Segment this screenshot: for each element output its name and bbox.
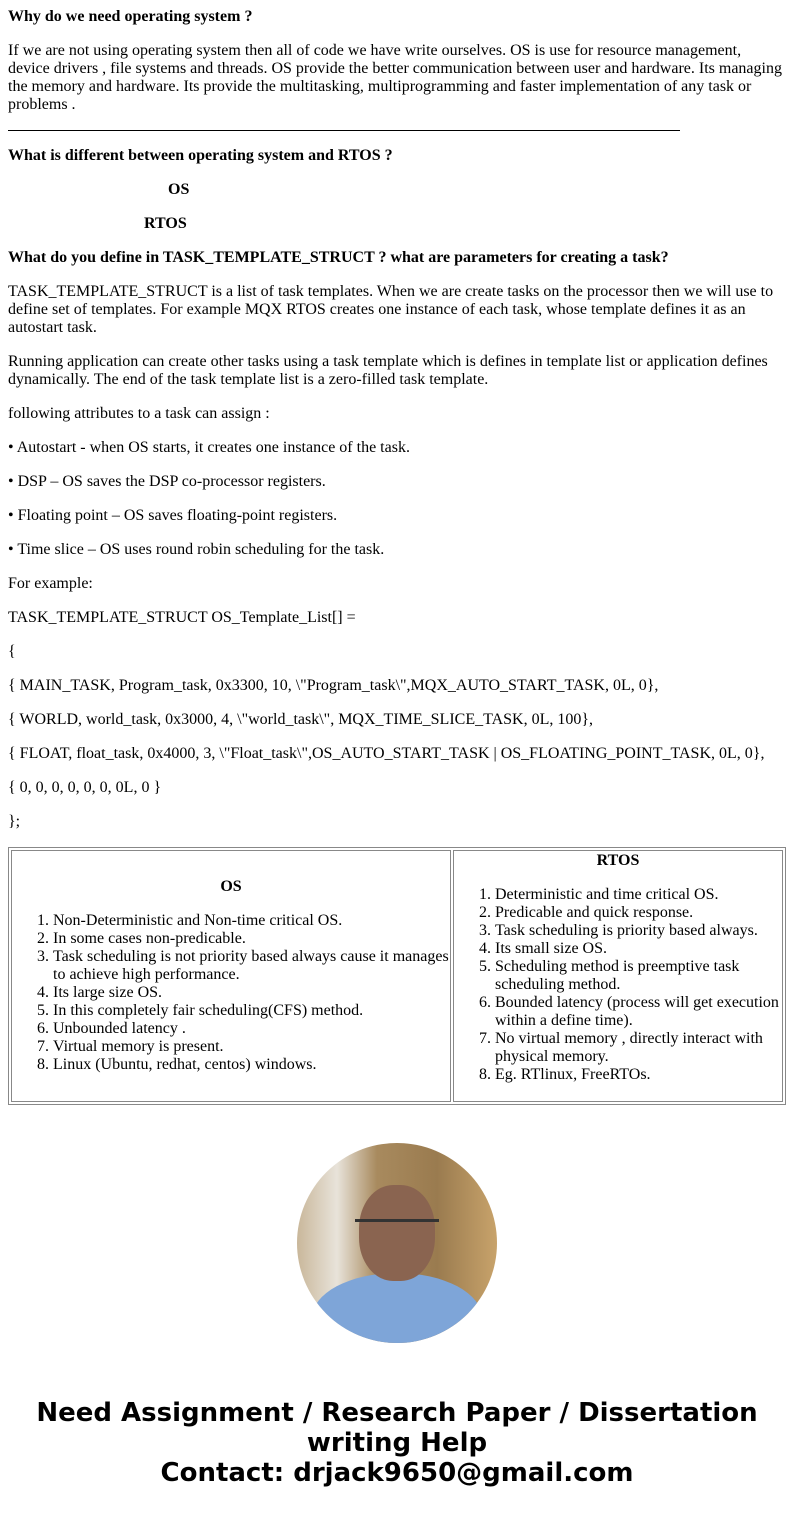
os-label: OS bbox=[168, 181, 190, 198]
code-line: { 0, 0, 0, 0, 0, 0, 0L, 0 } bbox=[8, 779, 162, 796]
code-line: { WORLD, world_task, 0x3000, 4, \"world_task\", MQX_TIME_SLICE_TASK, 0L, 100}, bbox=[8, 711, 594, 728]
q3-title: What do you define in TASK_TEMPLATE_STRUCT ? what are parameters for creating a task? bbox=[8, 249, 669, 266]
q2-title: What is different between operating system and RTOS ? bbox=[8, 147, 393, 164]
rtos-list-item: 3. Task scheduling is priority based always. bbox=[495, 922, 781, 940]
q1-title: Why do we need operating system ? bbox=[8, 8, 253, 25]
rtos-list-item: 6. Bounded latency (process will get execution within a define time). bbox=[495, 994, 781, 1030]
os-list-item: 7. Virtual memory is present. bbox=[53, 1038, 449, 1056]
q1-body: If we are not using operating system then all of code we have write ourselves. OS is use for resource management, device drivers , file systems and threads. OS provide the better communication between user and hardware. Its managing the memory and hardware. Its provide the multitasking, multiprogramming and faster implementation of any task or problems . bbox=[8, 42, 782, 113]
author-photo bbox=[297, 1143, 497, 1343]
code-line: TASK_TEMPLATE_STRUCT OS_Template_List[] = bbox=[8, 609, 356, 626]
code-line: { MAIN_TASK, Program_task, 0x3300, 10, \"Program_task\",MQX_AUTO_START_TASK, 0L, 0}, bbox=[8, 677, 659, 694]
rtos-list-item: 2. Predicable and quick response. bbox=[495, 904, 781, 922]
rtos-list-item: 7. No virtual memory , directly interact with physical memory. bbox=[495, 1030, 781, 1066]
os-list-item: 6. Unbounded latency . bbox=[53, 1020, 449, 1038]
os-list-item: 2. In some cases non-predicable. bbox=[53, 930, 449, 948]
bullet: • DSP – OS saves the DSP co-processor registers. bbox=[8, 473, 326, 490]
bullet: • Autostart - when OS starts, it creates one instance of the task. bbox=[8, 439, 410, 456]
rtos-list-item: 4. Its small size OS. bbox=[495, 940, 781, 958]
os-list bbox=[13, 912, 449, 1074]
bullet: • Time slice – OS uses round robin scheduling for the task. bbox=[8, 541, 385, 558]
os-list-item: 1. Non-Deterministic and Non-time critical OS. bbox=[53, 912, 449, 930]
q3-p2: Running application can create other tasks using a task template which is defines in template list or application defines dynamically. The end of the task template list is a zero-filled task template. bbox=[8, 353, 768, 388]
rtos-label: RTOS bbox=[144, 215, 187, 232]
photo-container bbox=[8, 1143, 786, 1348]
bullet: • Floating point – OS saves floating-point registers. bbox=[8, 507, 338, 524]
os-list-item: 3. Task scheduling is not priority based always cause it manages to achieve high performance. bbox=[53, 948, 449, 984]
os-cell bbox=[11, 850, 451, 1102]
comparison-table bbox=[8, 847, 786, 1105]
os-list-item: 8. Linux (Ubuntu, redhat, centos) windows. bbox=[53, 1056, 449, 1074]
footer-line-1: Need Assignment / Research Paper / Dissertation writing Help bbox=[36, 1398, 758, 1458]
rtos-list bbox=[455, 886, 781, 1084]
os-heading: OS bbox=[220, 878, 242, 895]
rtos-cell bbox=[453, 850, 783, 1102]
example-label: For example: bbox=[8, 575, 93, 592]
q3-p3: following attributes to a task can assign : bbox=[8, 405, 270, 422]
code-line: }; bbox=[8, 813, 21, 830]
footer bbox=[8, 1398, 786, 1488]
rtos-list-item: 1. Deterministic and time critical OS. bbox=[495, 886, 781, 904]
rtos-heading: RTOS bbox=[596, 852, 640, 869]
footer-contact: Contact: drjack9650@gmail.com bbox=[160, 1458, 634, 1488]
q3-p1: TASK_TEMPLATE_STRUCT is a list of task templates. When we are create tasks on the processor then we will use to define set of templates. For example MQX RTOS creates one instance of each task, whose template defines it as an autostart task. bbox=[8, 283, 774, 336]
code-line: { bbox=[8, 643, 16, 660]
rtos-list-item: 5. Scheduling method is preemptive task scheduling method. bbox=[495, 958, 781, 994]
rtos-list-item: 8. Eg. RTlinux, FreeRTOs. bbox=[495, 1066, 781, 1084]
divider bbox=[8, 130, 680, 131]
code-line: { FLOAT, float_task, 0x4000, 3, \"Float_task\",OS_AUTO_START_TASK | OS_FLOATING_POINT_TASK, 0L, 0}, bbox=[8, 745, 765, 762]
os-list-item: 4. Its large size OS. bbox=[53, 984, 449, 1002]
os-list-item: 5. In this completely fair scheduling(CFS) method. bbox=[53, 1002, 449, 1020]
